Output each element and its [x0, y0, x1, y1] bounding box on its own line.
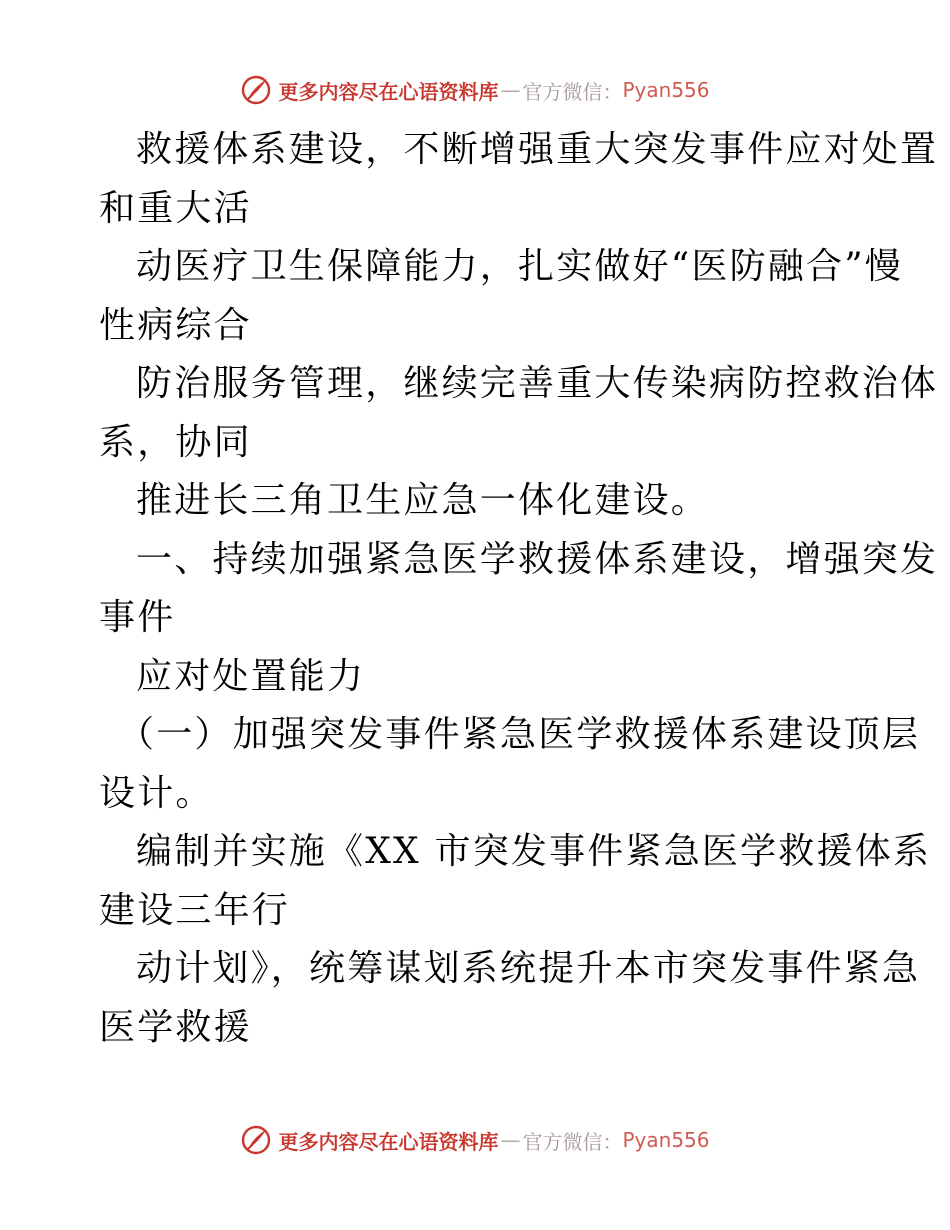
watermark-separator: —	[500, 1128, 521, 1152]
body-line-7: 推进长三角卫生应急一体化建设。	[136, 480, 710, 521]
watermark-wechat-id: Pyan556	[622, 1128, 710, 1152]
body-line-9: 事件	[99, 597, 176, 638]
body-line-2: 和重大活	[99, 187, 252, 229]
watermark-wechat-id: Pyan556	[622, 78, 710, 102]
body-line-4: 性病综合	[99, 304, 252, 346]
watermark-wechat-label: 官方微信：	[522, 79, 623, 104]
watermark-wechat-label: 官方微信：	[522, 1129, 623, 1154]
body-line-5: 防治服务管理，继续完善重大传染病防控救治体	[136, 363, 939, 404]
footer-watermark	[0, 1122, 950, 1158]
header-watermark	[0, 72, 950, 108]
watermark-brand-text: 更多内容尽在心语资料库	[278, 1129, 499, 1154]
body-line-16: 医学救援	[99, 1006, 252, 1048]
body-line-14: 建设三年行	[99, 889, 291, 931]
body-line-8: 一、持续加强紧急医学救援体系建设，增强突发	[136, 538, 939, 580]
document-body	[0, 121, 950, 1057]
body-line-3: 动医疗卫生保障能力，扎实做好“医防融合”慢	[136, 246, 904, 287]
quill-logo-icon	[240, 74, 272, 106]
body-line-1: 救援体系建设，不断增强重大突发事件应对处置	[136, 129, 939, 170]
body-line-10: 应对处置能力	[136, 655, 366, 697]
watermark-brand-text: 更多内容尽在心语资料库	[278, 79, 499, 104]
watermark-separator: —	[500, 78, 521, 102]
body-line-11: （一）加强突发事件紧急医学救援体系建设顶层	[118, 714, 921, 755]
body-line-15: 动计划》，统筹谋划系统提升本市突发事件紧急	[136, 948, 921, 989]
body-line-6: 系，协同	[99, 421, 252, 463]
quill-logo-icon	[240, 1124, 272, 1156]
body-line-13: 编制并实施《XX 市突发事件紧急医学救援体系	[136, 831, 932, 872]
body-line-12: 设计。	[99, 772, 214, 814]
